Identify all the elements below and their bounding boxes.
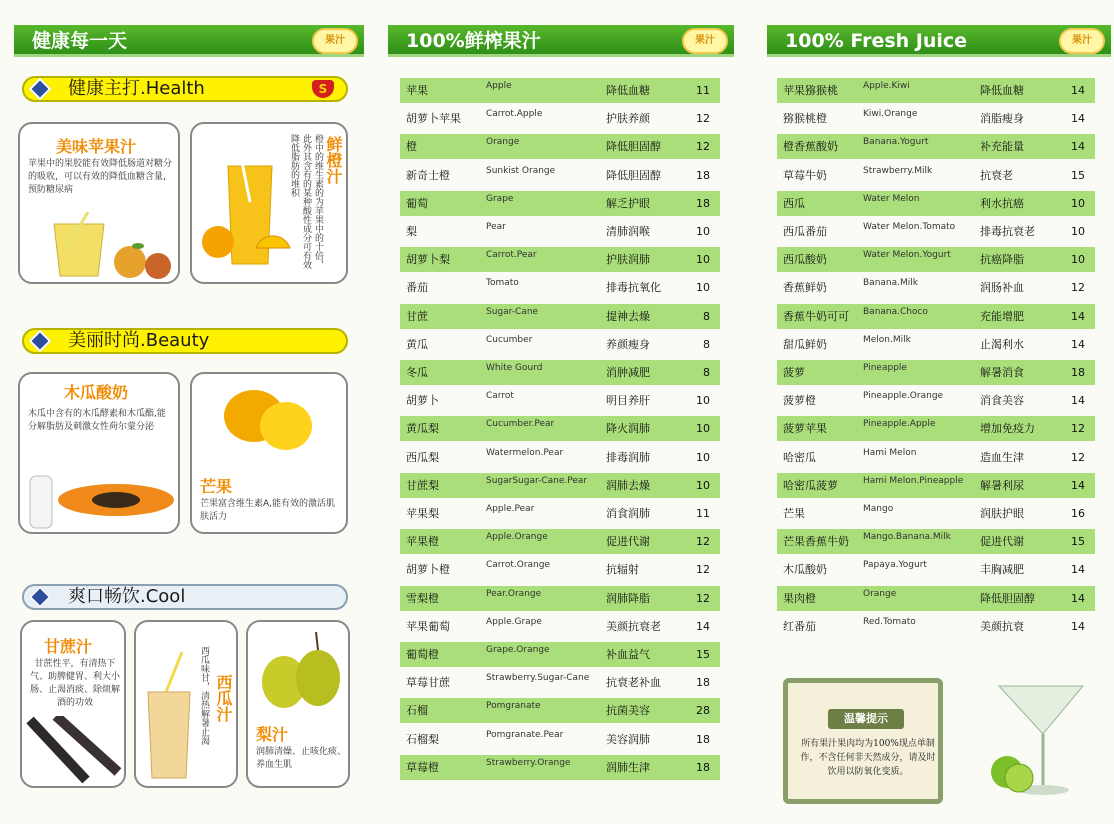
sugarcane-desc: 甘蔗性平，有清热下气、助脾健胃、利大小肠、止渴消痰、除烦解酒的功效 [29, 659, 120, 708]
apple-juice-illustration [34, 212, 174, 282]
item-name-cn: 草莓橙 [406, 760, 439, 774]
item-price: 10 [696, 281, 710, 295]
item-name-en: Apple.Kiwi [863, 81, 910, 91]
item-name-cn: 西瓜番茄 [783, 225, 827, 238]
item-name-en: Banana.Choco [863, 306, 928, 317]
item-name-en: Water Melon.Yogurt [863, 250, 951, 261]
item-name-en: Melon.Milk [863, 334, 911, 345]
sugarcane-title: 甘蔗汁 [44, 637, 93, 656]
table-row [777, 473, 1095, 498]
item-price: 14 [1071, 140, 1085, 154]
item-name-cn: 猕猴桃橙 [783, 112, 827, 126]
item-name-cn: 雪梨橙 [406, 591, 439, 605]
item-name-en: Sugar-Cane [486, 306, 539, 317]
item-price: 12 [696, 591, 710, 605]
item-price: 10 [696, 394, 710, 408]
item-name-cn: 苹果橙 [406, 535, 439, 549]
panel-fresh-juice-en [755, 0, 1114, 824]
table-row [777, 247, 1095, 272]
item-name-en: Water Melon [863, 193, 920, 204]
table-row [400, 78, 720, 103]
item-name-cn: 木瓜酸奶 [783, 563, 827, 577]
item-price: 14 [1071, 112, 1085, 126]
item-price: 12 [696, 140, 710, 154]
papaya-yogurt-card [18, 372, 180, 534]
orange-juice-desc: 橙中的维生素的为苹果中的十倍，此外其含有的某种酸性成分可有效降低脂肪的堆积 [289, 134, 323, 269]
item-benefit: 止渴利水 [980, 337, 1024, 351]
item-name-cn: 香蕉牛奶可可 [783, 309, 849, 323]
item-name-cn: 胡萝卜橙 [406, 563, 450, 577]
item-name-en: Apple [486, 81, 512, 91]
table-row [777, 529, 1095, 554]
item-benefit: 补充能量 [980, 140, 1024, 154]
item-name-cn: 哈密瓜 [783, 450, 816, 464]
item-name-cn: 西瓜酸奶 [783, 253, 827, 267]
panel-health [0, 0, 370, 824]
section-cool-title [22, 584, 348, 610]
item-price: 14 [1071, 394, 1085, 408]
item-name-cn: 哈密瓜菠萝 [783, 478, 838, 492]
item-name-cn: 菠萝橙 [783, 394, 816, 408]
item-price: 10 [1071, 253, 1085, 267]
item-benefit: 降低血糖 [606, 84, 650, 97]
cocktail-glass-illustration [977, 668, 1107, 808]
section-health-label: 健康主打.Health [68, 78, 205, 99]
item-name-cn: 橙香蕉酸奶 [783, 140, 838, 154]
item-name-cn: 甘蔗 [406, 309, 428, 323]
item-price: 14 [1071, 619, 1085, 633]
item-price: 12 [696, 535, 710, 549]
item-price: 11 [696, 84, 710, 97]
item-name-cn: 橙 [406, 140, 417, 154]
table-row [400, 106, 720, 131]
item-benefit: 明目养肝 [606, 394, 650, 408]
table-row [400, 586, 720, 611]
item-name-cn: 梨 [406, 225, 417, 238]
item-name-cn: 番茄 [406, 281, 428, 295]
item-price: 12 [1071, 422, 1085, 436]
item-name-cn: 胡萝卜梨 [406, 253, 450, 267]
table-row [400, 614, 720, 639]
papaya-illustration [26, 466, 176, 532]
item-name-en: Hami Melon.Pineapple [863, 475, 964, 486]
item-benefit: 排毒润肺 [606, 450, 650, 464]
item-name-cn: 石榴梨 [406, 732, 439, 746]
item-price: 14 [1071, 309, 1085, 323]
item-name-cn: 芒果 [783, 507, 805, 520]
item-name-cn: 西瓜梨 [406, 450, 439, 464]
item-price: 14 [1071, 563, 1085, 577]
superman-logo-icon: S [312, 80, 334, 98]
item-benefit: 促进代谢 [980, 535, 1024, 549]
panel3-header-text: 100% Fresh Juice [785, 30, 968, 52]
item-price: 10 [696, 225, 710, 238]
item-benefit: 消食美容 [980, 394, 1024, 408]
item-benefit: 消肿减肥 [606, 366, 650, 379]
item-benefit: 降低胆固醇 [606, 140, 661, 154]
mango-title: 芒果 [200, 477, 233, 496]
item-name-en: Orange [863, 588, 897, 599]
item-price: 28 [696, 704, 710, 718]
item-benefit: 排毒抗衰老 [980, 225, 1035, 238]
table-row [400, 698, 720, 723]
item-name-cn: 苹果 [406, 84, 428, 97]
item-name-cn: 冬瓜 [406, 366, 428, 379]
table-row [400, 445, 720, 470]
panel2-header [388, 25, 734, 57]
orange-juice-illustration [198, 142, 294, 278]
item-price: 8 [703, 366, 710, 379]
item-name-en: Kiwi.Orange [863, 109, 918, 120]
item-name-en: Hami Melon [863, 447, 917, 458]
item-price: 16 [1071, 507, 1085, 520]
orange-juice-card [190, 122, 348, 284]
item-benefit: 利水抗癌 [980, 196, 1024, 210]
watermelon-juice-card [134, 620, 238, 788]
table-row [400, 247, 720, 272]
item-benefit: 促进代谢 [606, 535, 650, 549]
item-name-en: Banana.Milk [863, 278, 918, 289]
table-row [777, 304, 1095, 329]
table-row [777, 586, 1095, 611]
table-row [400, 219, 720, 244]
item-name-cn: 甘蔗梨 [406, 478, 439, 492]
item-name-cn: 草莓牛奶 [783, 168, 827, 182]
item-name-en: Red.Tomato [863, 616, 916, 627]
item-name-en: Pear.Orange [486, 588, 542, 599]
item-name-en: Carrot.Pear [486, 250, 537, 261]
item-benefit: 解乏护眼 [606, 196, 650, 210]
item-benefit: 清肺润喉 [606, 225, 650, 238]
table-row [777, 416, 1095, 441]
item-price: 12 [1071, 281, 1085, 295]
brand-logo: 果汁 [682, 28, 728, 54]
item-name-en: Cucumber.Pear [486, 419, 555, 430]
pear-desc: 润肺清燥、止咳化痰、养血生肌 [256, 747, 347, 770]
item-price: 18 [696, 676, 710, 690]
item-name-cn: 黄瓜梨 [406, 422, 439, 436]
section-beauty-title [22, 328, 348, 354]
table-row [777, 501, 1095, 526]
item-name-cn: 苹果葡萄 [406, 619, 450, 633]
item-name-cn: 苹果梨 [406, 507, 439, 520]
item-name-en: Banana.Yogurt [863, 137, 929, 148]
table-row [400, 670, 720, 695]
watermelon-title: 西瓜汁 [214, 674, 233, 722]
item-name-en: Grape.Orange [486, 645, 550, 655]
item-price: 12 [696, 563, 710, 577]
item-name-en: Water Melon.Tomato [863, 222, 956, 232]
panel-fresh-juice-cn [378, 0, 740, 824]
orange-juice-title: 鲜橙汁 [324, 136, 343, 184]
item-name-cn: 葡萄橙 [406, 648, 439, 661]
item-name-cn: 新奇士橙 [406, 168, 450, 182]
table-row [400, 755, 720, 780]
item-benefit: 润肺生津 [606, 760, 650, 774]
item-name-en: Pomgranate [486, 701, 541, 712]
item-name-en: Mango [863, 504, 894, 514]
item-benefit: 美颜抗衰老 [606, 619, 661, 633]
item-benefit: 消脂瘦身 [980, 112, 1024, 126]
mango-illustration [220, 382, 320, 458]
item-name-cn: 草莓甘蔗 [406, 676, 450, 690]
item-benefit: 解暑消食 [980, 366, 1024, 379]
item-name-en: Strawberry.Orange [486, 757, 571, 768]
item-benefit: 护肤养颜 [606, 112, 650, 126]
papaya-yogurt-title: 木瓜酸奶 [64, 383, 129, 402]
item-benefit: 润肺降脂 [606, 591, 650, 605]
pear-title: 梨汁 [256, 725, 289, 744]
table-row [400, 416, 720, 441]
item-name-en: Cucumber [486, 334, 533, 345]
table-row [400, 360, 720, 385]
table-row [400, 304, 720, 329]
table-row [400, 134, 720, 159]
table-row [777, 332, 1095, 357]
notice-board [783, 678, 943, 804]
item-name-en: Apple.Grape [486, 616, 542, 627]
item-price: 10 [696, 478, 710, 492]
item-name-en: Strawberry.Milk [863, 165, 933, 176]
item-benefit: 降低胆固醇 [606, 168, 661, 182]
watermelon-desc: 西瓜味甘，清热解暑止渴 [199, 646, 209, 745]
item-name-en: Sunkist Orange [486, 165, 556, 176]
apple-juice-card [18, 122, 180, 284]
brand-logo: 果汁 [312, 28, 358, 54]
pear-juice-card [246, 620, 350, 788]
item-name-en: Tomato [486, 278, 519, 289]
table-row [777, 78, 1095, 103]
item-name-en: Orange [486, 137, 520, 148]
item-price: 15 [696, 648, 710, 661]
item-name-cn: 菠萝 [783, 366, 805, 379]
item-name-cn: 果肉橙 [783, 591, 816, 605]
item-price: 18 [696, 732, 710, 746]
item-benefit: 增加免疫力 [980, 422, 1035, 436]
item-benefit: 养颜瘦身 [606, 337, 650, 351]
item-benefit: 消食润肺 [606, 507, 650, 520]
table-row [777, 275, 1095, 300]
item-benefit: 抗菌美容 [606, 704, 650, 718]
item-price: 18 [696, 168, 710, 182]
item-benefit: 降低胆固醇 [980, 591, 1035, 605]
table-row [777, 106, 1095, 131]
item-price: 11 [696, 507, 710, 520]
item-benefit: 排毒抗氧化 [606, 281, 661, 295]
table-row [777, 191, 1095, 216]
item-name-en: Mango.Banana.Milk [863, 532, 951, 543]
panel1-header [14, 25, 364, 57]
item-benefit: 解暑利尿 [980, 478, 1024, 492]
mango-card [190, 372, 348, 534]
item-price: 10 [1071, 225, 1085, 238]
diamond-icon [29, 330, 52, 353]
item-name-en: Carrot.Orange [486, 560, 550, 571]
item-price: 12 [1071, 450, 1085, 464]
table-row [777, 614, 1095, 639]
item-benefit: 美容润肺 [606, 732, 650, 746]
table-row [400, 332, 720, 357]
table-row [400, 727, 720, 752]
item-benefit: 抗辐射 [606, 563, 639, 577]
item-name-cn: 菠萝苹果 [783, 422, 827, 436]
item-name-cn: 苹果猕猴桃 [783, 84, 838, 97]
item-name-cn: 胡萝卜 [406, 394, 439, 408]
item-benefit: 丰胸减肥 [980, 563, 1024, 577]
diamond-icon [29, 78, 52, 101]
table-row [400, 642, 720, 667]
item-benefit: 抗衰老 [980, 168, 1013, 182]
item-price: 18 [696, 760, 710, 774]
item-price: 10 [696, 253, 710, 267]
item-name-en: Carrot [486, 391, 514, 402]
item-name-en: Apple.Orange [486, 532, 548, 543]
diamond-icon [29, 586, 52, 609]
item-benefit: 美颜抗衰 [980, 619, 1024, 633]
item-benefit: 补血益气 [606, 648, 650, 661]
item-benefit: 润肤护眼 [980, 507, 1024, 520]
panel2-header-text: 100%鲜榨果汁 [406, 30, 541, 52]
table-row [400, 191, 720, 216]
item-name-cn: 红番茄 [783, 619, 816, 633]
item-name-en: White Gourd [486, 363, 543, 373]
item-name-cn: 芒果香蕉牛奶 [783, 535, 849, 549]
panel1-header-text: 健康每一天 [32, 30, 128, 52]
item-benefit: 护肤润肺 [606, 253, 650, 267]
table-row [400, 557, 720, 582]
table-row [400, 275, 720, 300]
pear-illustration [256, 630, 346, 714]
item-name-en: Pineapple.Apple [863, 419, 936, 430]
brand-logo: 果汁 [1059, 28, 1105, 54]
section-health-title [22, 76, 348, 102]
item-name-en: Papaya.Yogurt [863, 560, 927, 571]
item-price: 12 [696, 112, 710, 126]
table-row [400, 388, 720, 413]
item-price: 10 [696, 450, 710, 464]
table-row [777, 445, 1095, 470]
item-name-cn: 葡萄 [406, 196, 428, 210]
section-beauty-label: 美丽时尚.Beauty [68, 330, 210, 351]
item-benefit: 充能增肥 [980, 309, 1024, 323]
item-benefit: 提神去燥 [606, 309, 650, 323]
item-price: 15 [1071, 168, 1085, 182]
item-name-en: Pineapple [863, 363, 907, 373]
notice-text: 所有果汁果肉均为100%现点单制作，不含任何非天然成分，请及时饮用以防氧化变质。 [800, 739, 936, 777]
table-row [777, 134, 1095, 159]
table-row [400, 501, 720, 526]
item-price: 15 [1071, 535, 1085, 549]
item-name-en: Watermelon.Pear [486, 447, 564, 458]
item-price: 14 [696, 619, 710, 633]
item-price: 14 [1071, 84, 1085, 97]
panel3-header [767, 25, 1111, 57]
table-row [777, 360, 1095, 385]
item-name-en: Pear [486, 222, 506, 232]
item-benefit: 造血生津 [980, 450, 1024, 464]
item-price: 8 [703, 309, 710, 323]
item-benefit: 润肺去燥 [606, 478, 650, 492]
item-price: 10 [696, 422, 710, 436]
table-row [400, 529, 720, 554]
mango-desc: 芒果富含维生素A,能有效的激活肌肤活力 [200, 499, 336, 522]
item-name-en: Grape [486, 193, 514, 204]
item-name-en: SugarSugar-Cane.Pear [486, 475, 588, 486]
sugarcane-juice-card [20, 620, 126, 788]
table-row [400, 163, 720, 188]
table-row [777, 163, 1095, 188]
table-row [777, 219, 1095, 244]
item-price: 18 [696, 196, 710, 210]
papaya-yogurt-desc: 木瓜中含有的木瓜酵素和木瓜酯,能分解脂肪及刺激女性荷尔蒙分泌 [28, 409, 166, 432]
item-price: 14 [1071, 591, 1085, 605]
table-row [777, 388, 1095, 413]
item-name-en: Pomgranate.Pear [486, 729, 564, 740]
item-benefit: 抗衰老补血 [606, 676, 661, 690]
item-name-cn: 胡萝卜苹果 [406, 112, 461, 126]
item-name-cn: 西瓜 [783, 196, 805, 210]
item-name-en: Carrot.Apple [486, 109, 543, 120]
item-price: 8 [703, 337, 710, 351]
item-name-en: Apple.Pear [486, 504, 535, 514]
item-name-cn: 香蕉鲜奶 [783, 281, 827, 295]
item-name-cn: 甜瓜鲜奶 [783, 337, 827, 351]
item-price: 14 [1071, 337, 1085, 351]
item-price: 10 [1071, 196, 1085, 210]
table-row [777, 557, 1095, 582]
sugarcane-illustration [26, 716, 122, 784]
table-row [400, 473, 720, 498]
item-benefit: 降火润肺 [606, 422, 650, 436]
item-name-cn: 石榴 [406, 704, 428, 718]
section-cool-label: 爽口畅饮.Cool [68, 586, 186, 607]
item-name-cn: 黄瓜 [406, 337, 428, 351]
watermelon-juice-illustration [142, 652, 196, 782]
apple-juice-title: 美味苹果汁 [56, 137, 137, 156]
item-name-en: Strawberry.Sugar-Cane [486, 673, 590, 684]
item-name-en: Pineapple.Orange [863, 391, 944, 402]
item-benefit: 抗癌降脂 [980, 253, 1024, 267]
item-benefit: 润肠补血 [980, 281, 1024, 295]
item-price: 14 [1071, 478, 1085, 492]
item-benefit: 降低血糖 [980, 84, 1024, 97]
item-price: 18 [1071, 366, 1085, 379]
apple-juice-desc: 苹果中的果胶能有效降低肠道对糖分的吸收，可以有效的降低血糖含量，预防糖尿病 [28, 159, 173, 195]
notice-title: 温馨提示 [828, 709, 904, 729]
